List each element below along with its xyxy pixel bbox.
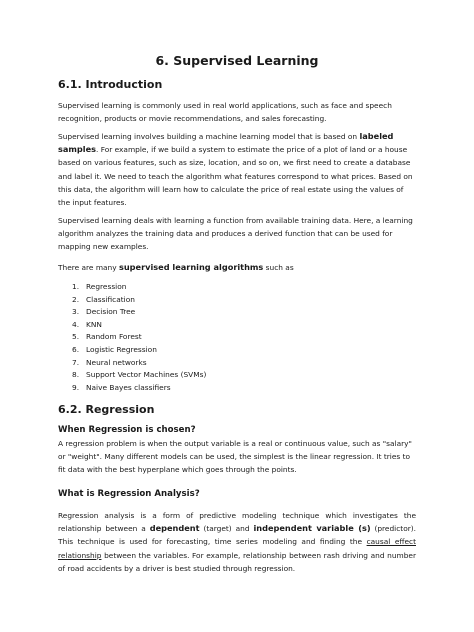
list-label: Support Vector Machines (SVMs) [86,370,207,380]
algorithm-list [58,281,206,394]
underlined-term-causal-effect: causal effect relationship [58,537,416,560]
list-label: Neural networks [86,357,147,367]
list-label: KNN [86,319,102,329]
list-number: 8. [72,370,80,380]
subheading-when-regression: When Regression is chosen? [58,425,196,435]
list-item [58,344,206,357]
list-number: 9. [72,382,80,392]
text-run: between the variables. For example, relationship between rash driving and number of road accidents by a driver is best studied through regression. [58,550,416,573]
bold-term-independent-variable: independent variable (s) [253,523,371,534]
bold-term-dependent: dependent [149,523,200,534]
page-title: 6. Supervised Learning [155,53,319,68]
intro-paragraph-4 [58,261,416,274]
list-number: 1. [72,282,80,291]
section-heading-introduction: 6.1. Introduction [58,78,163,91]
list-item [58,281,206,294]
list-item [58,331,206,344]
list-number: 6. [72,344,80,354]
list-number: 7. [72,357,80,367]
list-number: 4. [72,319,80,329]
bold-term-labeled-samples: labeled samples [58,131,394,155]
list-item [58,306,206,319]
list-item [58,369,206,382]
intro-paragraph-3: Supervised learning deals with learning a function from available training data. Here, a learning algorithm analyzes the training data and produces a derived function that can be used for mapping new examples. [58,216,413,252]
text-run: (predictor). This technique is used for forecasting, time series modeling and finding the [58,524,416,547]
list-item [58,319,206,332]
list-number: 3. [72,307,80,317]
intro-paragraph-1: Supervised learning is commonly used in real world applications, such as face and speech recognition, products or movie recommendations, and sales forecasting. [58,101,392,124]
list-number: 2. [72,294,80,304]
list-label: Random Forest [86,332,142,342]
intro-paragraph-2 [58,130,416,209]
bold-term-algorithms: supervised learning algorithms [118,262,264,272]
subheading-what-is-regression: What is Regression Analysis? [58,489,200,499]
list-item [58,294,206,307]
list-label: Logistic Regression [86,344,157,354]
list-label: Classification [86,294,135,304]
list-item [58,357,206,370]
text-run: Supervised learning involves building a machine learning model that is based on [58,132,360,141]
text-run: such as [263,263,294,272]
regression-paragraph-1: A regression problem is when the output variable is a real or continuous value, such as "salary" or "weight". Many different models can be used, the simplest is the linear regression. It tries to fit data with the best hyperplane which goes through the points. [58,439,412,475]
text-run: Regression analysis is a form of predictive modeling technique which investigates the relationship between a [58,511,416,534]
list-item [58,382,206,395]
text-run: (target) and [199,524,254,534]
text-run: . For example, if we build a system to estimate the price of a plot of land or a house based on various features, such as size, location, and so on, we first need to create a database and label it. We need to teach the algorithm what features correspond to what prices. Based on this data, the algorithm will learn how to calculate the price of real estate using the values of the input features. [58,145,413,208]
list-label: Decision Tree [86,307,136,317]
list-label: Naive Bayes classifiers [86,382,171,392]
regression-paragraph-2 [58,509,416,575]
text-run: There are many [58,263,119,272]
section-heading-regression: 6.2. Regression [58,403,155,416]
list-number: 5. [72,332,80,342]
list-label: Regression [86,282,127,291]
